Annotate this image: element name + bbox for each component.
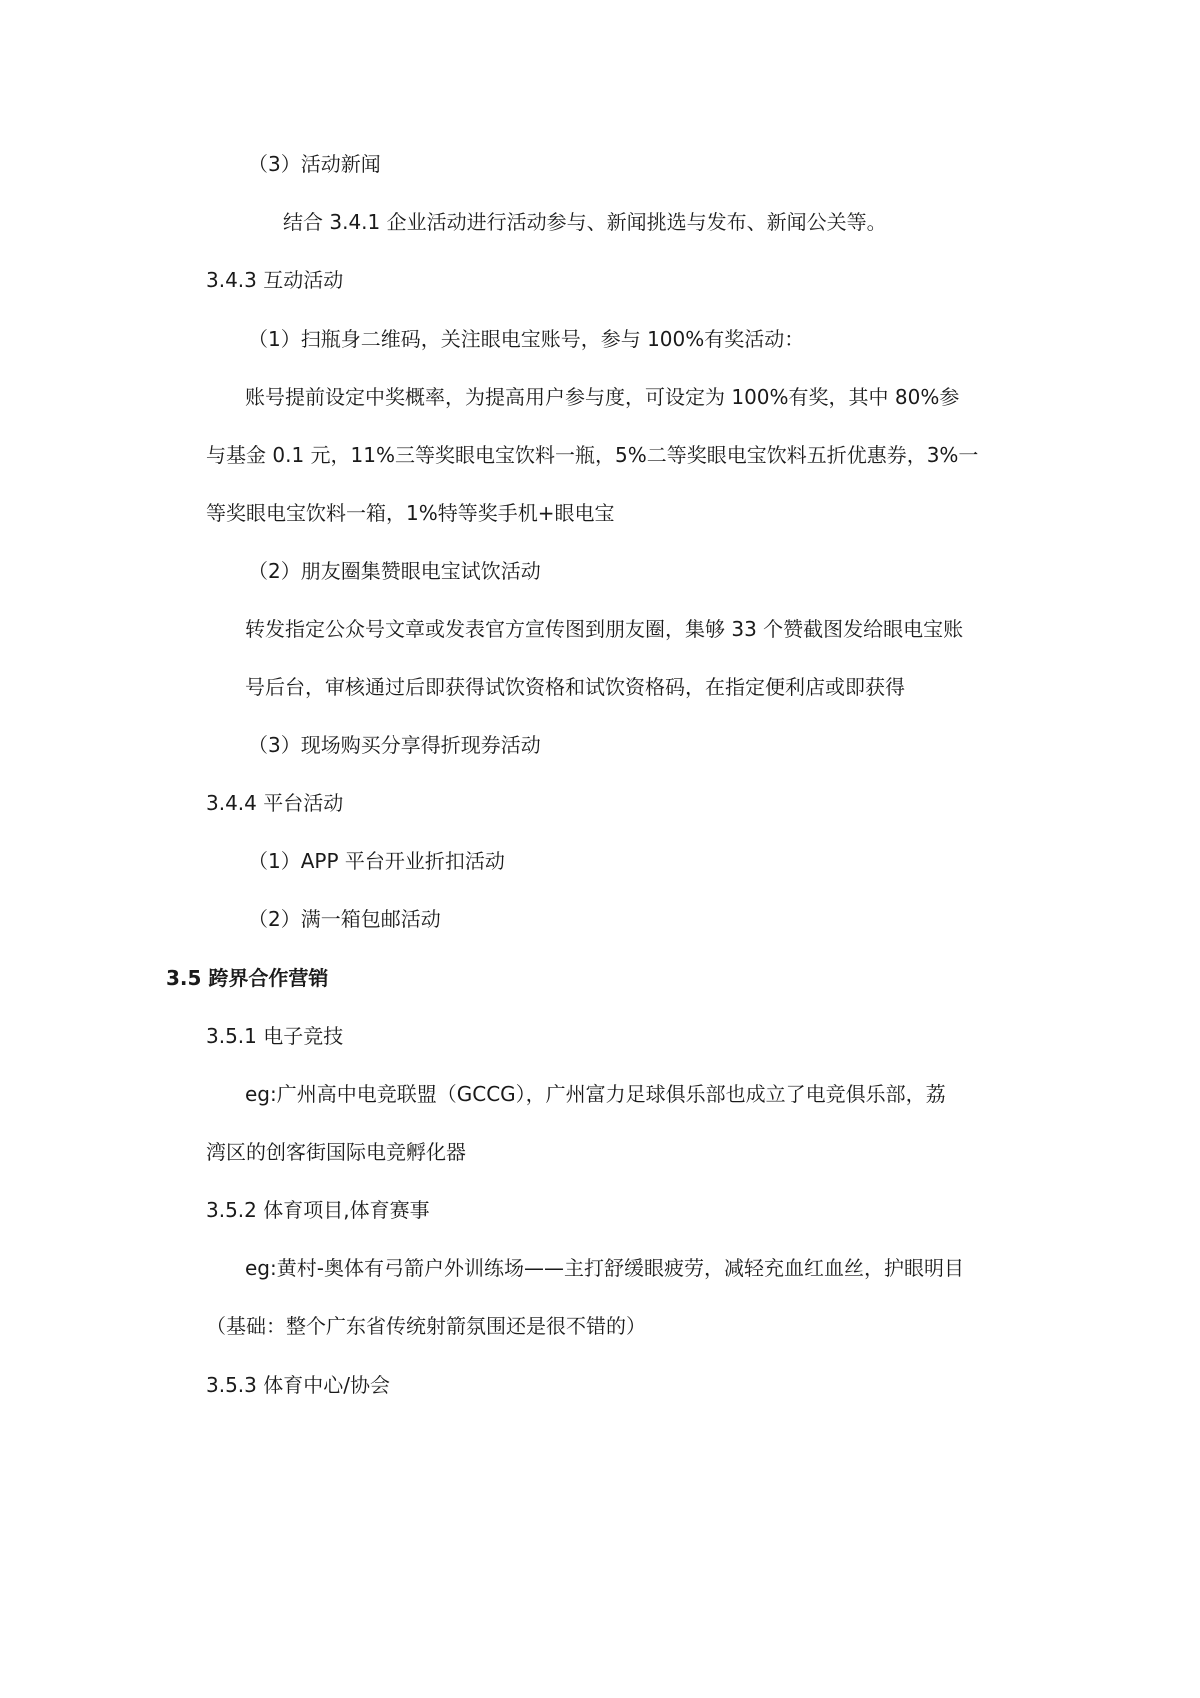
section-heading-3-4-4: 3.4.4 平台活动 <box>206 791 344 815</box>
item-moments-likes-heading: （2）朋友圈集赞眼电宝试饮活动 <box>248 559 541 583</box>
sports-paragraph-line-2: （基础：整个广东省传统射箭氛围还是很不错的） <box>206 1314 646 1338</box>
item-onsite-purchase-heading: （3）现场购买分享得折现券活动 <box>248 733 541 757</box>
prize-paragraph-line-1: 账号提前设定中奖概率，为提高用户参与度，可设定为 100%有奖，其中 80%参 <box>245 385 960 409</box>
item-scan-qr-heading: （1）扫瓶身二维码，关注眼电宝账号，参与 100%有奖活动： <box>248 327 805 351</box>
item-activity-news-heading: （3）活动新闻 <box>248 152 381 176</box>
section-heading-3-5-1: 3.5.1 电子竞技 <box>206 1024 344 1048</box>
moments-paragraph-line-2: 号后台，审核通过后即获得试饮资格和试饮资格码，在指定便利店或即获得 <box>245 675 905 699</box>
section-heading-3-5-2: 3.5.2 体育项目,体育赛事 <box>206 1198 430 1222</box>
prize-paragraph-line-3: 等奖眼电宝饮料一箱，1%特等奖手机+眼电宝 <box>206 501 615 525</box>
item-free-shipping-heading: （2）满一箱包邮活动 <box>248 907 441 931</box>
sports-paragraph-line-1: eg:黄村-奥体有弓箭户外训练场——主打舒缓眼疲劳，减轻充血红血丝，护眼明目 <box>245 1256 964 1280</box>
section-heading-3-5-3: 3.5.3 体育中心/协会 <box>206 1373 390 1397</box>
esports-paragraph-line-2: 湾区的创客街国际电竞孵化器 <box>206 1140 466 1164</box>
moments-paragraph-line-1: 转发指定公众号文章或发表官方宣传图到朋友圈，集够 33 个赞截图发给眼电宝账 <box>245 617 964 641</box>
esports-paragraph-line-1: eg:广州高中电竞联盟（GCCG），广州富力足球俱乐部也成立了电竞俱乐部，荔 <box>245 1082 946 1106</box>
prize-paragraph-line-2: 与基金 0.1 元，11%三等奖眼电宝饮料一瓶，5%二等奖眼电宝饮料五折优惠券，3%一 <box>206 443 979 467</box>
section-heading-3-5: 3.5 跨界合作营销 <box>166 966 329 990</box>
section-heading-3-4-3: 3.4.3 互动活动 <box>206 268 344 292</box>
item-app-discount-heading: （1）APP 平台开业折扣活动 <box>248 849 505 873</box>
activity-news-paragraph: 结合 3.4.1 企业活动进行活动参与、新闻挑选与发布、新闻公关等。 <box>283 210 887 234</box>
